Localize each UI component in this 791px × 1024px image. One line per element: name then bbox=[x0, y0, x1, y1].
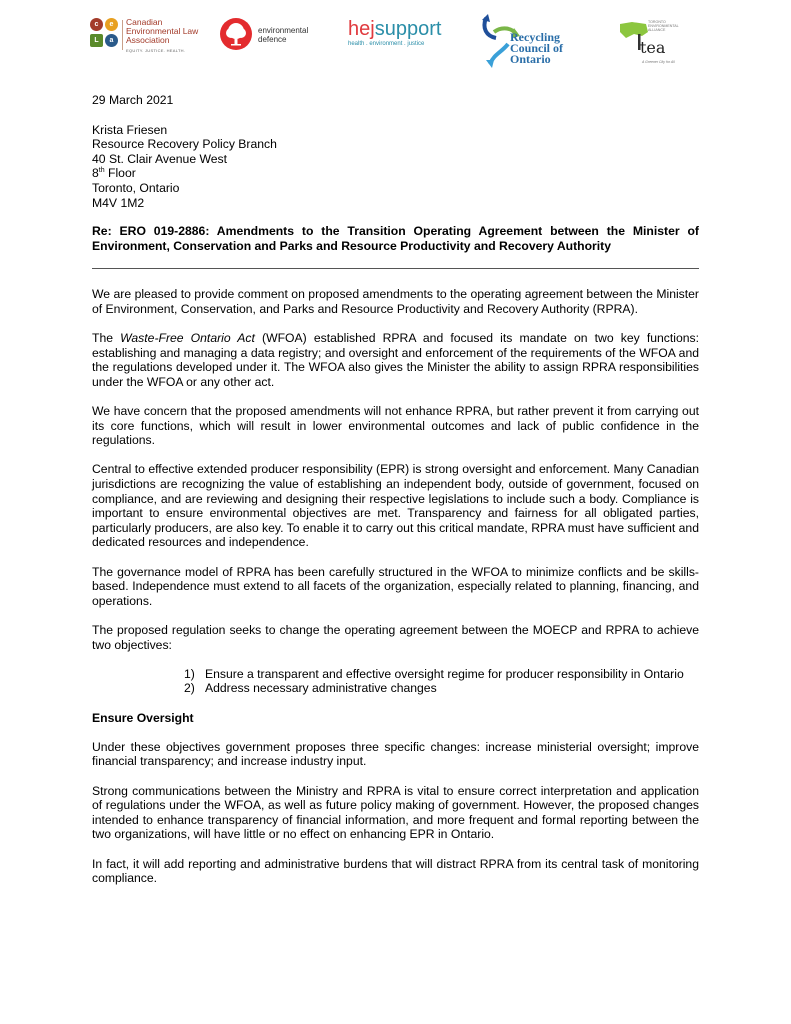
letter-body bbox=[92, 93, 699, 886]
text: The bbox=[92, 331, 121, 346]
environmental-defence-logo bbox=[220, 18, 320, 54]
tea-name-line: ENVIRONMENTAL bbox=[648, 24, 679, 28]
floor-ordinal: th bbox=[98, 167, 105, 175]
ed-name-line: defence bbox=[258, 35, 287, 44]
list-item bbox=[92, 667, 699, 682]
recipient-name: Krista Friesen bbox=[92, 122, 168, 137]
recipient-street: 40 St. Clair Avenue West bbox=[92, 151, 228, 166]
recipient-address bbox=[92, 123, 699, 211]
subject-divider bbox=[92, 268, 699, 269]
list-number: 1) bbox=[184, 666, 195, 681]
cela-name bbox=[126, 18, 198, 45]
recipient-floor bbox=[92, 166, 699, 181]
ed-name-line: environmental bbox=[258, 26, 309, 35]
cela-logo-mark bbox=[90, 18, 120, 52]
paragraph-concern: We have concern that the proposed amendments will not enhance RPRA, but rather prevent it from carrying out its core functions, which will result in lower environmental outcomes and lack of public confidence in the regulations. bbox=[92, 404, 699, 448]
environmental-defence-name bbox=[258, 26, 308, 44]
list-text: Address necessary administrative changes bbox=[205, 681, 437, 696]
letter-date: 29 March 2021 bbox=[92, 93, 174, 107]
list-text: Ensure a transparent and effective oversight regime for producer responsibility in Ontario bbox=[205, 666, 684, 681]
recycling-council-logo bbox=[480, 14, 570, 70]
floor-number: 8 bbox=[92, 166, 99, 181]
hej-text: hej bbox=[348, 18, 375, 40]
tea-name-line: ALLIANCE bbox=[648, 28, 666, 32]
paragraph-objectives-intro: The proposed regulation seeks to change the operating agreement between the MOECP and RPRA to achieve two objectives: bbox=[92, 623, 699, 652]
objectives-list bbox=[92, 667, 699, 696]
paragraph-communications: Strong communications between the Ministry and RPRA is vital to ensure correct interpretation and application of regulations under the WFOA, as well as future policy making of government. However, the proposed changes intended to enhance transparency of financial information, and more frequent and formal reporting between the two organizations, will have little or no effect on enhancing EPR in Ontario. bbox=[92, 783, 699, 842]
rco-name-line: Ontario bbox=[510, 52, 551, 66]
recipient-city: Toronto, Ontario bbox=[92, 180, 180, 195]
cela-logo bbox=[90, 17, 199, 58]
cela-letter-l: L bbox=[90, 34, 103, 47]
paragraph-proposed-changes: Under these objectives government proposes three specific changes: increase ministerial oversight; improve financial transparency; and increase industry input. bbox=[92, 739, 699, 769]
cela-divider bbox=[122, 20, 123, 50]
tea-wordmark: tea bbox=[640, 38, 666, 57]
floor-word: Floor bbox=[104, 166, 136, 181]
paragraph-wfoa bbox=[92, 331, 699, 389]
cela-name-line: Association bbox=[126, 35, 170, 45]
recycling-council-name bbox=[510, 32, 563, 65]
tree-icon bbox=[220, 18, 252, 50]
cela-letter-c: c bbox=[90, 18, 103, 31]
hej-support-tagline: health . environment . justice bbox=[348, 41, 425, 47]
recipient-branch: Resource Recovery Policy Branch bbox=[92, 137, 277, 152]
tea-motto: A Greener City for All bbox=[642, 60, 675, 64]
cela-name-line: Canadian bbox=[126, 17, 163, 27]
tea-name-small bbox=[648, 20, 679, 32]
hej-support-wordmark bbox=[348, 18, 443, 40]
act-title: Waste-Free Ontario Act bbox=[120, 331, 255, 346]
hej-support-logo bbox=[348, 18, 443, 58]
paragraph-epr: Central to effective extended producer responsibility (EPR) is strong oversight and enforcement. Many Canadian jurisdictions are recognizing the value of establishing an independent body, outside of government, focused on compliance, and are reviewing and designing their respective legislations to include such a body. Compliance is important to ensure environmental objectives are met. Transparency and fairness for all obligated parties, particularly producers, are also key. To enable it to carry out this critical mandate, RPRA must have sufficient and dedicated resources and independence. bbox=[92, 462, 699, 550]
recipient-postal-code: M4V 1M2 bbox=[92, 195, 145, 210]
cela-name-line: Environmental Law bbox=[126, 26, 199, 36]
letterhead-logos bbox=[0, 8, 791, 68]
rco-name-line: Recycling bbox=[510, 30, 560, 44]
paragraph-burdens: In fact, it will add reporting and administrative burdens that will distract RPRA from its central task of monitoring compliance. bbox=[92, 856, 699, 886]
paragraph-governance: The governance model of RPRA has been carefully structured in the WFOA to minimize conflicts and be skills-based. Independence must extend to all facets of the organization, especially related to planning, financing, and operations. bbox=[92, 564, 699, 608]
toronto-environmental-alliance-logo bbox=[618, 20, 698, 68]
cela-letter-e: e bbox=[105, 18, 118, 31]
section-heading: Ensure Oversight bbox=[92, 710, 194, 725]
cela-tagline: EQUITY. JUSTICE. HEALTH. bbox=[126, 48, 186, 53]
tea-name-line: TORONTO bbox=[648, 20, 666, 24]
rco-name-line: Council of bbox=[510, 41, 564, 55]
paragraph-intro: We are pleased to provide comment on proposed amendments to the operating agreement between the Minister of Environment, Conservation, and Parks and Resource Productivity and Recovery Authority (RPRA). bbox=[92, 287, 699, 316]
text: (WFOA) established RPRA and focused its mandate on two key functions: establishing and managing a data registry; and oversight and enforcement of the requirements of the WFOA and the regulations developed under it. The WFOA also gives the Minister the ability to assign RPRA responsibilities under the WFOA or any other act. bbox=[92, 331, 699, 389]
subject-line: Re: ERO 019-2886: Amendments to the Transition Operating Agreement between the Minister of Environment, Conservation and Parks and Resource Productivity and Recovery Authority bbox=[92, 224, 699, 253]
list-number: 2) bbox=[184, 681, 195, 696]
support-text: support bbox=[374, 18, 442, 40]
list-item bbox=[92, 681, 699, 696]
cela-letter-a: a bbox=[105, 34, 118, 47]
